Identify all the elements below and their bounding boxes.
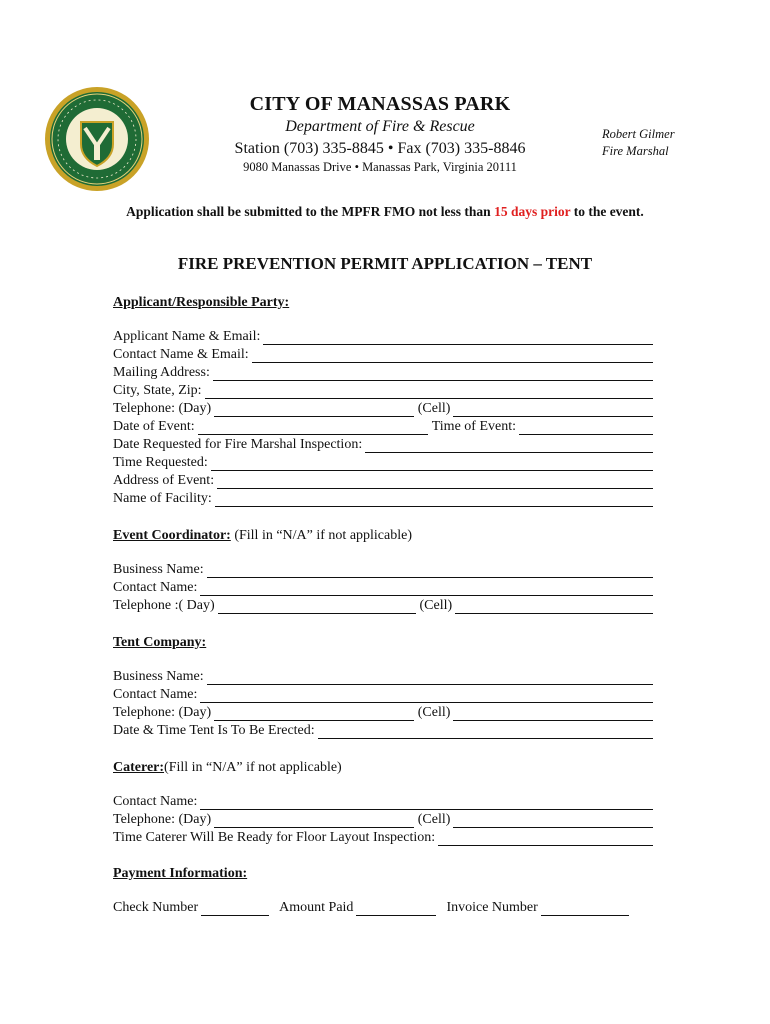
coordinator-cell-field[interactable] bbox=[455, 601, 653, 614]
applicant-heading: Applicant/Responsible Party: bbox=[113, 295, 290, 310]
caterer-day-field[interactable] bbox=[214, 815, 414, 828]
coordinator-telephone-row: Telephone :( Day) (Cell) bbox=[113, 596, 657, 614]
check-number-field[interactable] bbox=[201, 903, 269, 916]
tent-contact-row: Contact Name: bbox=[113, 685, 657, 703]
marshal-name: Robert Gilmer bbox=[602, 127, 675, 141]
date-of-event-field[interactable] bbox=[198, 422, 428, 435]
notice-before: Application shall be submitted to the MPFR FMO not less than bbox=[126, 204, 495, 219]
city-seal-logo bbox=[44, 86, 150, 192]
submission-notice bbox=[0, 204, 770, 220]
coordinator-day-field[interactable] bbox=[218, 601, 416, 614]
caterer-ready-field[interactable] bbox=[438, 833, 653, 846]
tent-contact-field[interactable] bbox=[200, 690, 653, 703]
contact-name-field[interactable] bbox=[252, 350, 653, 363]
coordinator-business-row: Business Name: bbox=[113, 560, 657, 578]
telephone-cell-field[interactable] bbox=[453, 404, 653, 417]
caterer-contact-row: Contact Name: bbox=[113, 792, 657, 810]
form-title: FIRE PREVENTION PERMIT APPLICATION – TENT bbox=[177, 254, 593, 273]
date-time-event-row: Date of Event: Time of Event: bbox=[113, 417, 657, 435]
notice-highlight: 15 days prior bbox=[494, 204, 571, 219]
mailing-address-row: Mailing Address: bbox=[113, 363, 657, 381]
coordinator-business-field[interactable] bbox=[207, 565, 653, 578]
time-requested-row: Time Requested: bbox=[113, 453, 657, 471]
department-name: Department of Fire & Rescue bbox=[285, 118, 475, 135]
invoice-number-field[interactable] bbox=[541, 903, 629, 916]
address-of-event-field[interactable] bbox=[217, 476, 653, 489]
coordinator-contact-field[interactable] bbox=[200, 583, 653, 596]
coordinator-contact-row: Contact Name: bbox=[113, 578, 657, 596]
tent-telephone-row: Telephone: (Day) (Cell) bbox=[113, 703, 657, 721]
inspection-date-row: Date Requested for Fire Marshal Inspection: bbox=[113, 435, 657, 453]
inspection-date-field[interactable] bbox=[365, 440, 653, 453]
fire-marshal-block bbox=[602, 126, 675, 160]
tent-day-field[interactable] bbox=[214, 708, 414, 721]
caterer-cell-field[interactable] bbox=[453, 815, 653, 828]
caterer-contact-field[interactable] bbox=[200, 797, 653, 810]
telephone-row: Telephone: (Day) (Cell) bbox=[113, 399, 657, 417]
name-of-facility-row: Name of Facility: bbox=[113, 489, 657, 507]
caterer-heading: Caterer:(Fill in “N/A” if not applicable) bbox=[113, 760, 342, 775]
payment-row: Check Number Amount Paid Invoice Number bbox=[113, 900, 633, 916]
city-state-zip-field[interactable] bbox=[205, 386, 653, 399]
notice-after: to the event. bbox=[570, 204, 644, 219]
time-requested-field[interactable] bbox=[211, 458, 653, 471]
name-of-facility-field[interactable] bbox=[215, 494, 653, 507]
amount-paid-field[interactable] bbox=[356, 903, 436, 916]
tent-business-row: Business Name: bbox=[113, 667, 657, 685]
time-of-event-field[interactable] bbox=[519, 422, 653, 435]
caterer-ready-row: Time Caterer Will Be Ready for Floor Layout Inspection: bbox=[113, 828, 657, 846]
org-name: CITY OF MANASSAS PARK bbox=[249, 93, 511, 115]
address-of-event-row: Address of Event: bbox=[113, 471, 657, 489]
city-state-zip-row: City, State, Zip: bbox=[113, 381, 657, 399]
event-coordinator-heading: Event Coordinator: (Fill in “N/A” if not applicable) bbox=[113, 528, 413, 543]
applicant-name-field[interactable] bbox=[263, 332, 653, 345]
caterer-telephone-row: Telephone: (Day) (Cell) bbox=[113, 810, 657, 828]
telephone-day-field[interactable] bbox=[214, 404, 414, 417]
station-fax: Station (703) 335-8845 • Fax (703) 335-8846 bbox=[234, 140, 526, 157]
mailing-address-field[interactable] bbox=[213, 368, 653, 381]
applicant-name-row: Applicant Name & Email: bbox=[113, 327, 657, 345]
payment-heading: Payment Information: bbox=[113, 866, 248, 881]
tent-erected-field[interactable] bbox=[318, 726, 653, 739]
contact-name-row: Contact Name & Email: bbox=[113, 345, 657, 363]
address: 9080 Manassas Drive • Manassas Park, Virginia 20111 bbox=[243, 160, 517, 174]
marshal-title: Fire Marshal bbox=[602, 144, 669, 158]
tent-business-field[interactable] bbox=[207, 672, 653, 685]
tent-company-heading: Tent Company: bbox=[113, 635, 207, 650]
tent-erected-row: Date & Time Tent Is To Be Erected: bbox=[113, 721, 657, 739]
tent-cell-field[interactable] bbox=[453, 708, 653, 721]
